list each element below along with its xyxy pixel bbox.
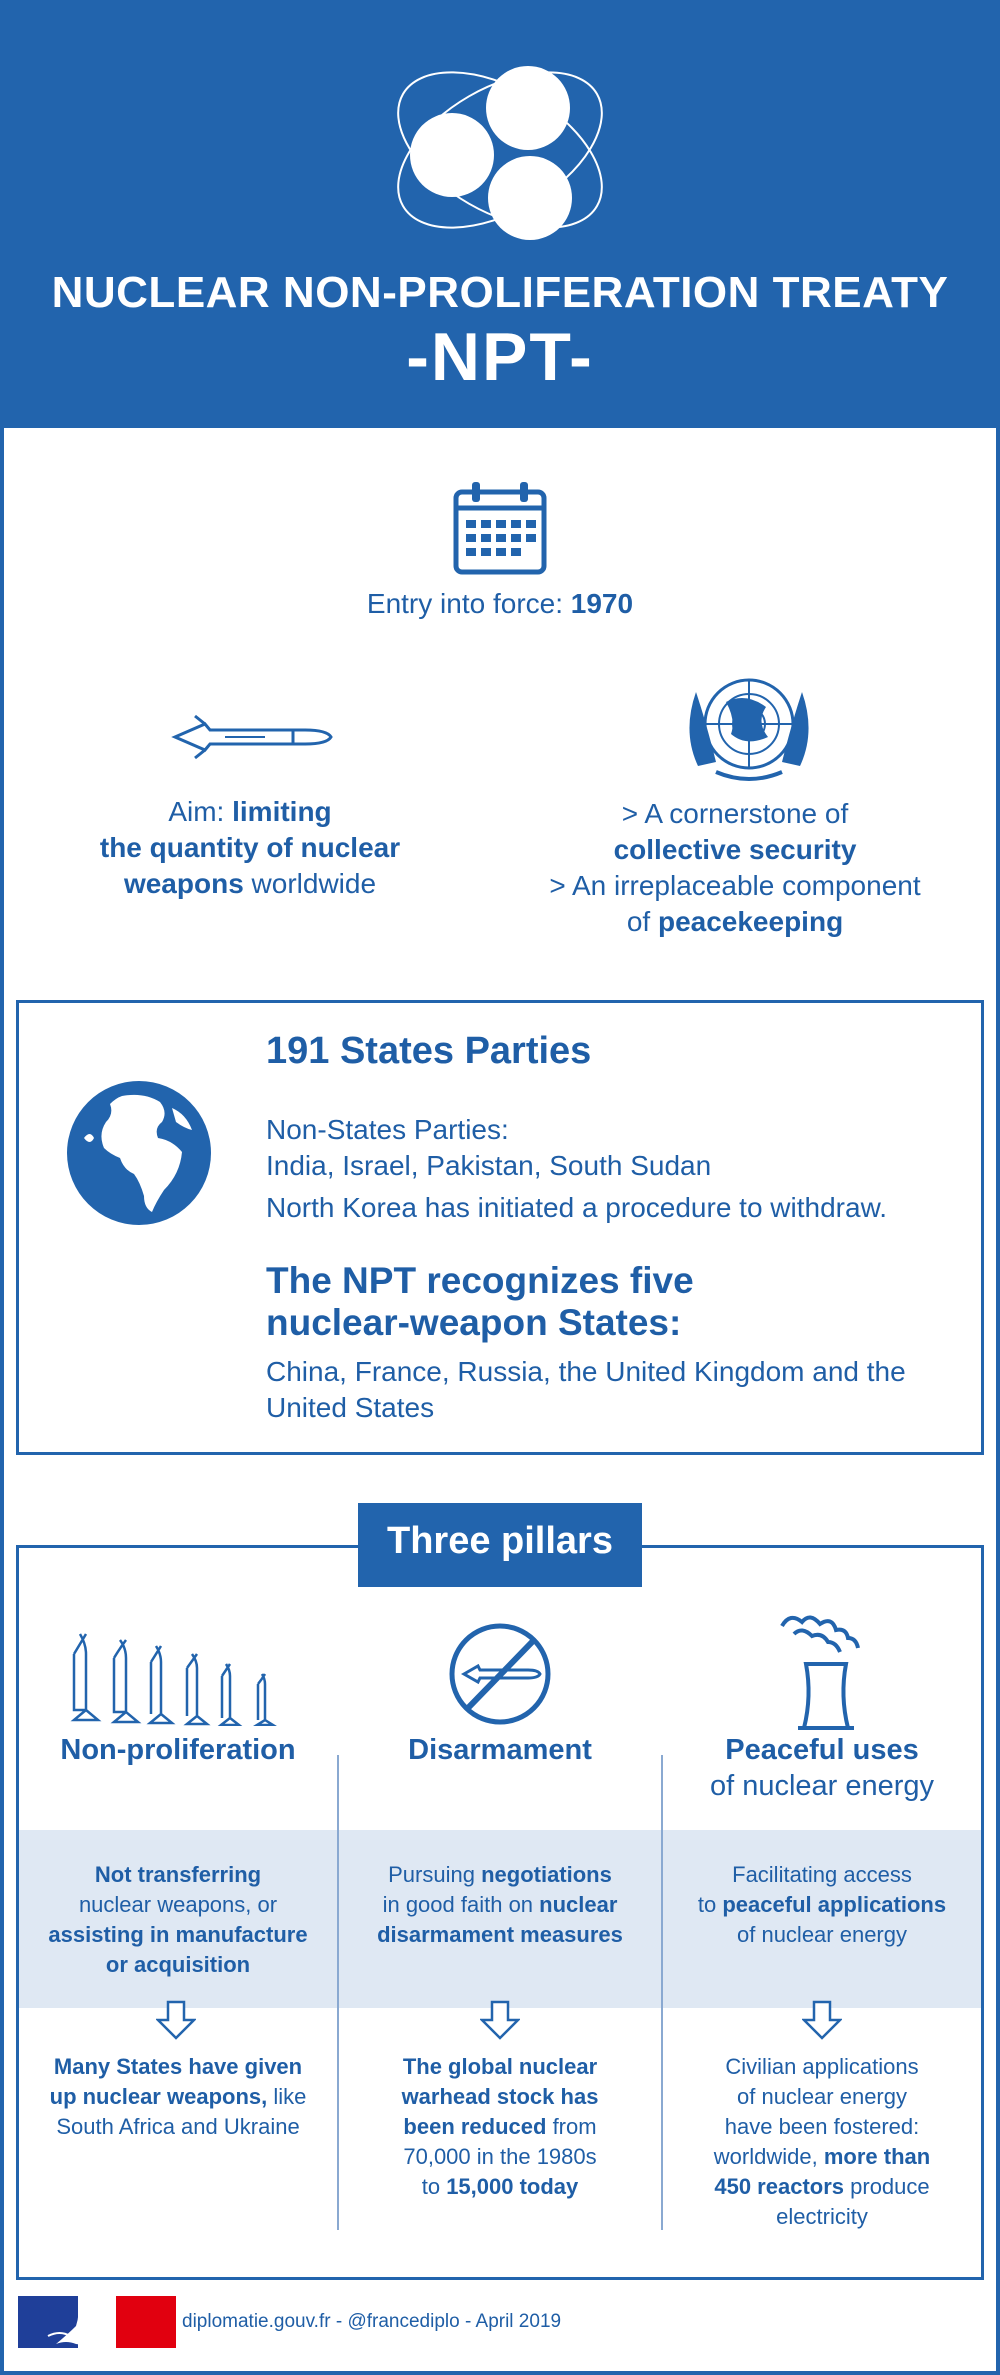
p3-band-1: Facilitating access: [732, 1862, 912, 1887]
pillar-1-band-text: [22, 1860, 334, 1980]
non-parties-list: India, Israel, Pakistan, South Sudan: [266, 1150, 712, 1181]
p1-band-2: nuclear weapons, or: [78, 1892, 278, 1917]
pillar-divider-1: [337, 1755, 339, 2230]
down-arrow-icon: [156, 2000, 196, 2040]
p2-band-1a: Pursuing: [388, 1862, 482, 1887]
p1-res-1: Many States have given: [53, 2054, 303, 2079]
pillar-1-result: [22, 2052, 334, 2142]
un-line-2: collective security: [613, 834, 857, 865]
p1-res-3: South Africa and Ukraine: [56, 2114, 300, 2139]
p3-res-6: electricity: [776, 2204, 868, 2229]
p3-res-4a: worldwide,: [713, 2144, 824, 2169]
page-title: NUCLEAR NON-PROLIFERATION TREATY: [51, 268, 949, 317]
p2-res-5b: 15,000 today: [446, 2174, 579, 2199]
p2-band-2a: in good faith on: [382, 1892, 540, 1917]
p1-res-2a: up nuclear weapons,: [49, 2084, 268, 2109]
p3-res-5a: 450 reactors: [714, 2174, 845, 2199]
globe-icon: [64, 1078, 214, 1228]
p1-band-4: or acquisition: [105, 1952, 251, 1977]
pillar-2-result: [342, 2052, 658, 2202]
p3-res-1: Civilian applications: [725, 2054, 919, 2079]
pillars-title: Three pillars: [387, 1520, 613, 1562]
down-arrow-icon: [802, 2000, 842, 2040]
un-line-3: > An irreplaceable component: [549, 870, 921, 901]
p3-res-3: have been fostered:: [724, 2114, 920, 2139]
calendar-icon: [452, 480, 548, 576]
north-korea-note: North Korea has initiated a procedure to withdraw.: [266, 1192, 888, 1223]
no-missile-icon: [448, 1622, 552, 1726]
pillar-3-band-text: [666, 1860, 978, 1950]
p3-band-2a: to: [697, 1892, 723, 1917]
p2-band-2b: nuclear: [539, 1892, 618, 1917]
nws-list: [266, 1354, 906, 1426]
p2-res-3a: been reduced: [403, 2114, 547, 2139]
aim-suffix: worldwide: [243, 868, 377, 899]
p2-band-1b: negotiations: [481, 1862, 612, 1887]
p2-res-4: 70,000 in the 1980s: [403, 2144, 597, 2169]
non-parties-label: Non-States Parties:: [266, 1114, 509, 1145]
pillar-disarmament-heading: Disarmament: [408, 1734, 592, 1766]
pillar-3-result: [666, 2052, 978, 2232]
un-text: [510, 796, 960, 940]
recognizes-line-1: The NPT recognizes five: [266, 1260, 694, 1301]
states-count-title: 191 States Parties: [266, 1030, 592, 1072]
entry-label: Entry into force:: [366, 588, 563, 619]
p2-res-1: The global nuclear: [402, 2054, 598, 2079]
pillar-peaceful-heading: [664, 1732, 980, 1804]
footer-credit: diplomatie.gouv.fr - @francediplo - April 2019: [182, 2311, 562, 2332]
missiles-icon: [66, 1630, 288, 1726]
nws-line-1: China, France, Russia, the United Kingdom and the: [266, 1356, 906, 1387]
power-plant-icon: [774, 1608, 876, 1730]
missile-icon: [165, 712, 335, 762]
p3-band-3: of nuclear energy: [737, 1922, 907, 1947]
un-emblem-icon: [676, 662, 822, 790]
p3-res-4b: more than: [823, 2144, 931, 2169]
recognizes-line-2: nuclear-weapon States:: [266, 1302, 682, 1343]
p3-band-2b: peaceful applications: [722, 1892, 947, 1917]
french-republic-logo-icon: [18, 2296, 176, 2348]
atom-circles-icon: [380, 40, 620, 260]
aim-bold-3: weapons: [123, 868, 244, 899]
p1-band-1: Not transferring: [94, 1862, 262, 1887]
un-line-4-prefix: of: [626, 906, 658, 937]
peaceful-heading-line-2: of nuclear energy: [709, 1770, 935, 1802]
entry-into-force: [0, 586, 1000, 622]
aim-prefix: Aim:: [168, 796, 233, 827]
nws-line-2: United States: [266, 1392, 435, 1423]
pillar-nonproliferation-heading: Non-proliferation: [60, 1734, 296, 1766]
p2-res-5a: to: [421, 2174, 447, 2199]
page-abbreviation: -NPT-: [406, 319, 594, 395]
p2-band-3: disarmament measures: [377, 1922, 623, 1947]
recognizes-heading: [266, 1260, 694, 1344]
p3-res-2: of nuclear energy: [737, 2084, 907, 2109]
pillar-divider-2: [661, 1755, 663, 2230]
p2-res-3b: from: [546, 2114, 597, 2139]
peaceful-heading-line-1: Peaceful uses: [725, 1734, 919, 1766]
entry-year: 1970: [570, 588, 634, 619]
p1-res-2b: like: [267, 2084, 307, 2109]
down-arrow-icon: [480, 2000, 520, 2040]
un-line-1: > A cornerstone of: [621, 798, 849, 829]
aim-bold-2: the quantity of nuclear: [99, 832, 401, 863]
pillar-2-band-text: [342, 1860, 658, 1950]
p2-res-2: warhead stock has: [401, 2084, 599, 2109]
non-states-block: [266, 1112, 711, 1184]
un-line-4-bold: peacekeeping: [657, 906, 844, 937]
p1-band-3: assisting in manufacture: [48, 1922, 308, 1947]
aim-bold-1: limiting: [232, 796, 332, 827]
aim-text: [50, 794, 450, 902]
p3-res-5b: produce: [844, 2174, 930, 2199]
